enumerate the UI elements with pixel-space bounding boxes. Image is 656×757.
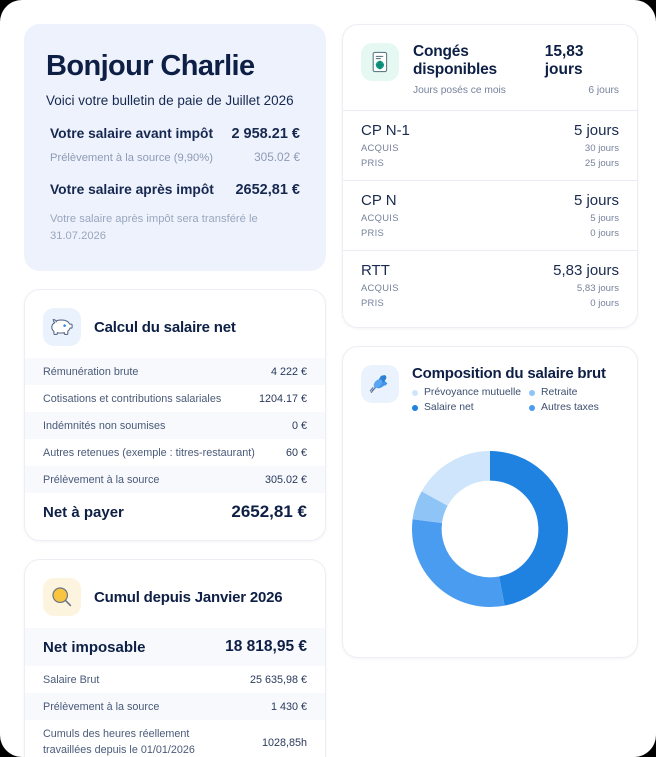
piggy-bank-icon bbox=[43, 308, 81, 346]
leave-group-value: 5 jours bbox=[573, 192, 619, 209]
donut-slice[interactable] bbox=[435, 466, 490, 499]
net-to-pay-value: 2652,81 € bbox=[231, 502, 307, 522]
row-label: Rémunération brute bbox=[43, 365, 139, 378]
passport-icon bbox=[361, 43, 399, 81]
row-value: 4 222 € bbox=[270, 365, 307, 378]
leave-group-acquired bbox=[361, 282, 619, 294]
leave-title: Congés disponibles bbox=[413, 43, 497, 78]
net-salary-row bbox=[46, 182, 304, 198]
row-label: Indémnités non soumises bbox=[43, 419, 166, 432]
acquired-value: 30 jours bbox=[584, 143, 619, 154]
leave-group-acquired bbox=[361, 142, 619, 154]
table-row bbox=[25, 439, 325, 466]
row-label: Cotisations et contributions salariales bbox=[43, 392, 222, 405]
taken-label: PRIS bbox=[361, 227, 385, 238]
greeting-subtitle: Voici votre bulletin de paie de Juillet 2026 bbox=[46, 93, 294, 109]
table-row bbox=[25, 385, 325, 412]
gross-composition-card bbox=[342, 346, 638, 658]
taken-value: 0 jours bbox=[590, 228, 619, 239]
leave-group-name: RTT bbox=[361, 262, 390, 279]
legend-item-salaire-net[interactable] bbox=[412, 402, 521, 413]
row-value: 1204.17 € bbox=[258, 392, 307, 405]
left-column bbox=[24, 24, 326, 757]
table-row bbox=[25, 412, 325, 439]
leave-group-taken bbox=[361, 297, 619, 309]
taxable-net-value: 18 818,95 € bbox=[225, 638, 307, 656]
table-row bbox=[25, 466, 325, 493]
legend-dot bbox=[529, 405, 535, 411]
cumulative-card bbox=[24, 559, 326, 757]
row-label: Prélèvement à la source bbox=[43, 700, 160, 713]
leave-group-value: 5 jours bbox=[573, 122, 619, 139]
row-value: 305.02 € bbox=[264, 473, 307, 486]
leave-balance-header bbox=[343, 25, 637, 110]
legend-item-prevoyance[interactable] bbox=[412, 387, 521, 398]
net-calculation-header bbox=[25, 290, 325, 358]
net-calculation-card bbox=[24, 289, 326, 541]
leave-group-name: CP N-1 bbox=[361, 122, 410, 139]
net-to-pay-row bbox=[25, 493, 325, 526]
table-row bbox=[25, 666, 325, 693]
leave-header-text bbox=[413, 43, 619, 96]
leave-group-balance bbox=[361, 192, 619, 209]
withholding-value: 305.02 € bbox=[254, 150, 300, 165]
row-label: Prélèvement à la source bbox=[43, 473, 160, 486]
row-value: 1028,85h bbox=[261, 736, 307, 749]
donut-slice[interactable] bbox=[427, 521, 502, 592]
taken-label: PRIS bbox=[361, 297, 385, 308]
row-value: 25 635,98 € bbox=[249, 673, 307, 686]
leave-month-value: 6 jours bbox=[588, 85, 619, 96]
donut-chart bbox=[402, 441, 578, 617]
acquired-value: 5 jours bbox=[590, 213, 619, 224]
donut-slice[interactable] bbox=[427, 499, 434, 522]
transfer-note: Votre salaire après impôt sera transféré le 31.07.2026 bbox=[50, 213, 258, 243]
leave-group-balance bbox=[361, 262, 619, 279]
chart-legend bbox=[412, 387, 619, 413]
taxable-net-label: Net imposable bbox=[43, 638, 146, 656]
leave-group-taken bbox=[361, 227, 619, 239]
legend-label: Retraite bbox=[541, 387, 578, 398]
net-salary-label: Votre salaire après impôt bbox=[50, 182, 214, 198]
leave-total-value: 15,83 jours bbox=[544, 43, 584, 78]
row-label: Cumuls des heures réellement travaillées depuis le 01/01/2026 bbox=[43, 728, 195, 756]
withholding-label: Prélèvement à la source (9,90%) bbox=[50, 152, 213, 165]
donut-chart-wrapper bbox=[343, 413, 637, 657]
leave-group-name: CP N bbox=[361, 192, 397, 209]
acquired-label: ACQUIS bbox=[361, 282, 399, 293]
leave-group-value: 5,83 jours bbox=[553, 262, 619, 279]
net-calculation-title: Calcul du salaire net bbox=[94, 318, 236, 336]
legend-dot bbox=[529, 390, 535, 396]
legend-dot bbox=[412, 405, 418, 411]
leave-total-row bbox=[413, 43, 619, 79]
leave-group-rtt bbox=[343, 250, 637, 327]
donut-slice[interactable] bbox=[490, 466, 553, 591]
net-salary-value: 2652,81 € bbox=[235, 182, 300, 199]
table-row bbox=[25, 358, 325, 385]
legend-dot bbox=[412, 390, 418, 396]
row-label: Salaire Brut bbox=[43, 673, 100, 686]
chart-title: Composition du salaire brut bbox=[412, 365, 606, 382]
greeting-card bbox=[24, 24, 326, 271]
leave-balance-card bbox=[342, 24, 638, 328]
row-value: 0 € bbox=[291, 419, 307, 432]
gross-salary-label: Votre salaire avant impôt bbox=[50, 126, 214, 142]
legend-label: Autres taxes bbox=[541, 402, 599, 413]
leave-group-balance bbox=[361, 122, 619, 139]
leave-group-cp-n bbox=[343, 180, 637, 250]
leave-group-cp-n-1 bbox=[343, 110, 637, 180]
taken-label: PRIS bbox=[361, 157, 385, 168]
cumulative-header bbox=[25, 560, 325, 628]
net-calculation-rows bbox=[25, 358, 325, 540]
pushpin-icon bbox=[361, 365, 399, 403]
withholding-row bbox=[46, 150, 304, 164]
taxable-net-row bbox=[25, 628, 325, 666]
acquired-label: ACQUIS bbox=[361, 142, 399, 153]
table-row bbox=[25, 720, 325, 757]
taken-value: 25 jours bbox=[584, 158, 619, 169]
legend-item-autres-taxes[interactable] bbox=[529, 402, 619, 413]
leave-month-row bbox=[413, 85, 619, 96]
right-column bbox=[342, 24, 638, 658]
magnifier-icon bbox=[43, 578, 81, 616]
net-to-pay-label: Net à payer bbox=[43, 503, 124, 521]
acquired-value: 5,83 jours bbox=[576, 283, 619, 294]
gross-composition-text bbox=[412, 365, 619, 413]
row-value: 60 € bbox=[285, 446, 307, 459]
cumulative-title: Cumul depuis Janvier 2026 bbox=[94, 588, 283, 606]
page-title: Bonjour Charlie bbox=[46, 50, 255, 82]
gross-salary-value: 2 958.21 € bbox=[231, 126, 300, 143]
acquired-label: ACQUIS bbox=[361, 212, 399, 223]
gross-composition-header bbox=[343, 347, 637, 413]
cumulative-rows bbox=[25, 628, 325, 757]
row-label: Autres retenues (exemple : titres-restaurant) bbox=[43, 446, 255, 459]
gross-salary-row bbox=[46, 126, 304, 142]
row-value: 1 430 € bbox=[270, 700, 307, 713]
leave-month-label: Jours posés ce mois bbox=[413, 85, 506, 96]
taken-value: 0 jours bbox=[590, 298, 619, 309]
legend-label: Salaire net bbox=[424, 402, 474, 413]
legend-item-retraite[interactable] bbox=[529, 387, 619, 398]
table-row bbox=[25, 693, 325, 720]
legend-label: Prévoyance mutuelle bbox=[424, 387, 522, 398]
leave-group-taken bbox=[361, 157, 619, 169]
leave-group-acquired bbox=[361, 212, 619, 224]
